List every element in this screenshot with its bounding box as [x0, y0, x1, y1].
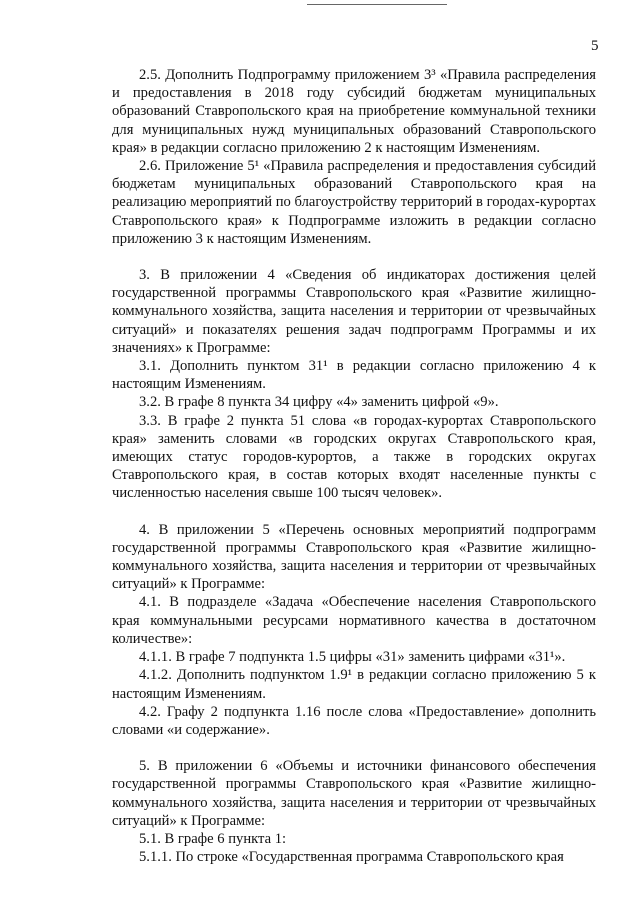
paragraph-2-6: 2.6. Приложение 5¹ «Правила распределения и предоставления субсидий бюджетам муниципальных образований Ставропольского края на реализацию мероприятий по благоустройству территорий в городах-курортах Ставропольского края» к Подпрограмме изложить в редакции согласно приложению 3 к настоящим Изменениям.	[112, 158, 596, 247]
paragraph-3-3: 3.3. В графе 2 пункта 51 слова «в городах-курортах Ставропольского края» заменить словами «в городских округах Ставропольского края, имеющих статус городов-курортов, а также в городских округах Ставропольского края, в состав которых входят населенные пункты с численностью населения свыше 100 тысяч человек».	[112, 412, 596, 502]
paragraph-5: 5. В приложении 6 «Объемы и источники финансового обеспечения государственной программы Ставропольского края «Развитие жилищно-коммунального хозяйства, защита населения и территории от чрезвычайных ситуаций» к Программе:	[112, 758, 596, 829]
page-number: 5	[591, 38, 599, 54]
paragraph-5-1: 5.1. В графе 6 пункта 1:	[139, 830, 287, 847]
paragraph-2-5: 2.5. Дополнить Подпрограмму приложением 3³ «Правила распределения и предоставления в 2018 году субсидий бюджетам муниципальных образований Ставропольского края на приобретение коммунальной техники для муниципальных нужд муниципальных образований Ставропольского края» в редакции согласно приложению 2 к настоящим Изменениям.	[112, 67, 596, 156]
paragraph-5-1-1: 5.1.1. По строке «Государственная программа Ставропольского края	[139, 849, 564, 866]
paragraph-3-2: 3.2. В графе 8 пункта 34 цифру «4» заменить цифрой «9».	[139, 394, 499, 411]
paragraph-4-1-2: 4.1.2. Дополнить подпунктом 1.9¹ в редакции согласно приложению 5 к настоящим Изменениям.	[112, 667, 596, 702]
paragraph-3-1: 3.1. Дополнить пунктом 31¹ в редакции согласно приложению 4 к настоящим Изменениям.	[112, 358, 596, 393]
top-rule	[307, 4, 447, 5]
paragraph-4-2: 4.2. Графу 2 подпункта 1.16 после слова «Предоставление» дополнить словами «и содержание».	[112, 703, 596, 738]
document-body	[112, 66, 596, 866]
paragraph-4-1-1: 4.1.1. В графе 7 подпункта 1.5 цифры «31» заменить цифрами «31¹».	[139, 649, 566, 666]
paragraph-4: 4. В приложении 5 «Перечень основных мероприятий подпрограмм государственной программы Ставропольского края «Развитие жилищно-коммунального хозяйства, защита населения и территории от чрезвычайных ситуаций» к Программе:	[112, 521, 596, 593]
paragraph-3: 3. В приложении 4 «Сведения об индикаторах достижения целей государственной программы Ставропольского края «Развитие жилищно-коммунального хозяйства, защита населения и территории от чрезвычайных ситуаций» и показателях решения задач подпрограмм Программы и их значениях» к Программе:	[112, 267, 596, 356]
paragraph-4-1: 4.1. В подразделе «Задача «Обеспечение населения Ставропольского края коммунальными ресурсами нормативного качества в достаточном количестве»:	[112, 594, 596, 647]
